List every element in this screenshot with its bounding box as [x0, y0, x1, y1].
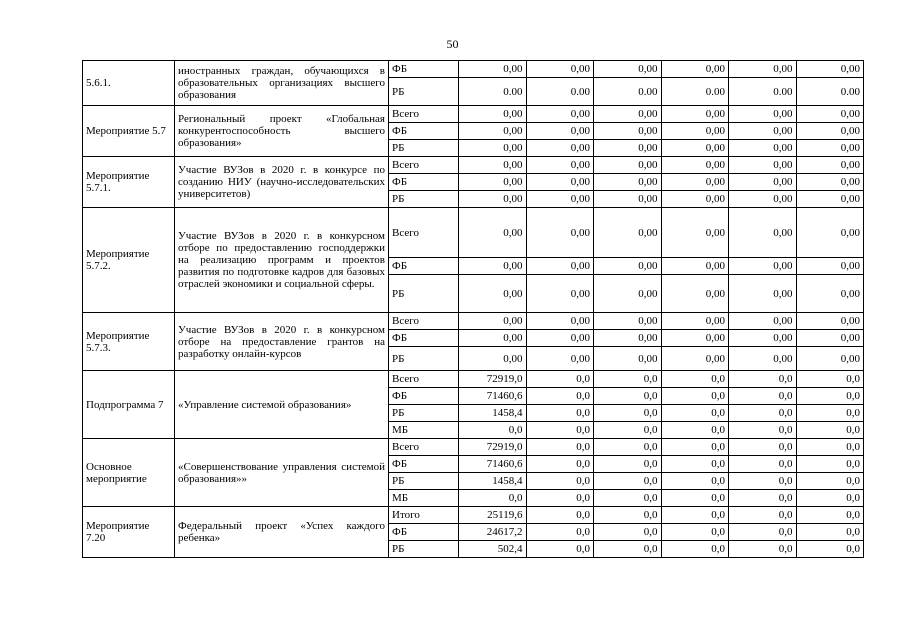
amount-cell: 0,0 — [526, 524, 594, 541]
amount-cell: 0,0 — [729, 388, 797, 405]
activity-description: Региональный проект «Глобальная конкурентоспособность высшего образования» — [175, 106, 389, 157]
amount-cell: 0,0 — [526, 388, 594, 405]
amount-cell: 0,0 — [526, 456, 594, 473]
amount-cell: 0,0 — [526, 405, 594, 422]
amount-cell: 0,0 — [796, 388, 864, 405]
amount-cell: 0,00 — [526, 191, 594, 208]
amount-cell: 1458,4 — [459, 405, 527, 422]
amount-cell: 0,00 — [594, 106, 662, 123]
amount-cell: 0,00 — [796, 191, 864, 208]
activity-code: Мероприятие 5.7 — [83, 106, 175, 157]
amount-cell: 0,00 — [796, 106, 864, 123]
amount-cell: 0,00 — [796, 174, 864, 191]
amount-cell: 25119,6 — [459, 507, 527, 524]
amount-cell: 0,00 — [729, 61, 797, 78]
table-row — [83, 439, 864, 456]
amount-cell: 0,00 — [661, 330, 729, 347]
amount-cell: 71460,6 — [459, 456, 527, 473]
amount-cell: 0,0 — [594, 456, 662, 473]
table-row — [83, 371, 864, 388]
amount-cell: 0,00 — [594, 174, 662, 191]
amount-cell: 0,00 — [526, 157, 594, 174]
amount-cell: 0,0 — [661, 507, 729, 524]
funding-source: РБ — [389, 78, 459, 106]
amount-cell: 0,00 — [526, 174, 594, 191]
funding-source: ФБ — [389, 524, 459, 541]
amount-cell: 0,00 — [661, 258, 729, 275]
amount-cell: 0,00 — [526, 275, 594, 313]
amount-cell: 0,0 — [459, 422, 527, 439]
amount-cell: 0,0 — [796, 405, 864, 422]
amount-cell: 0,0 — [594, 473, 662, 490]
page-number: 50 — [446, 37, 459, 51]
funding-source: ФБ — [389, 123, 459, 140]
amount-cell: 0,0 — [526, 473, 594, 490]
amount-cell: 0,00 — [729, 258, 797, 275]
amount-cell: 0,00 — [729, 174, 797, 191]
amount-cell: 0,0 — [594, 507, 662, 524]
amount-cell: 0,0 — [661, 490, 729, 507]
amount-cell: 0,0 — [729, 439, 797, 456]
amount-cell: 0,0 — [661, 405, 729, 422]
amount-cell: 0.00 — [526, 78, 594, 106]
amount-cell: 0,00 — [526, 313, 594, 330]
amount-cell: 0,0 — [526, 439, 594, 456]
amount-cell: 0,0 — [594, 490, 662, 507]
activity-description: Участие ВУЗов в 2020 г. в конкурсном отборе по предоставлению господдержки на реализацию программ и проектов развития по подготовке кадров для базовых отраслей экономики и социальной сферы. — [175, 208, 389, 313]
amount-cell: 0,00 — [526, 106, 594, 123]
activity-code: Мероприятие 5.7.1. — [83, 157, 175, 208]
funding-source: МБ — [389, 422, 459, 439]
amount-cell: 0,00 — [594, 61, 662, 78]
amount-cell: 0,0 — [594, 541, 662, 558]
amount-cell: 0,00 — [459, 157, 527, 174]
funding-source: ФБ — [389, 456, 459, 473]
amount-cell: 71460,6 — [459, 388, 527, 405]
amount-cell: 0,00 — [796, 258, 864, 275]
amount-cell: 0,0 — [459, 490, 527, 507]
activity-code: Мероприятие 7.20 — [83, 507, 175, 558]
amount-cell: 0,00 — [459, 330, 527, 347]
amount-cell: 502,4 — [459, 541, 527, 558]
amount-cell: 0,00 — [594, 258, 662, 275]
amount-cell: 0,00 — [526, 61, 594, 78]
amount-cell: 0,00 — [661, 174, 729, 191]
amount-cell: 0,0 — [594, 524, 662, 541]
activity-code: Мероприятие 5.7.2. — [83, 208, 175, 313]
amount-cell: 0,0 — [526, 371, 594, 388]
amount-cell: 0,0 — [526, 507, 594, 524]
amount-cell: 0,00 — [459, 191, 527, 208]
funding-source: РБ — [389, 473, 459, 490]
amount-cell: 0,00 — [661, 157, 729, 174]
amount-cell: 0,00 — [594, 330, 662, 347]
funding-source: ФБ — [389, 174, 459, 191]
amount-cell: 0,00 — [661, 313, 729, 330]
activity-description: «Управление системой образования» — [175, 371, 389, 439]
activity-code: 5.6.1. — [83, 61, 175, 106]
amount-cell: 0,00 — [729, 313, 797, 330]
amount-cell: 0,00 — [526, 330, 594, 347]
amount-cell: 0,0 — [729, 422, 797, 439]
amount-cell: 0,00 — [459, 123, 527, 140]
amount-cell: 0,00 — [459, 258, 527, 275]
amount-cell: 0,00 — [661, 208, 729, 258]
funding-source: Итого — [389, 507, 459, 524]
amount-cell: 0,0 — [594, 422, 662, 439]
amount-cell: 0,00 — [729, 157, 797, 174]
amount-cell: 0,0 — [526, 541, 594, 558]
funding-source: ФБ — [389, 388, 459, 405]
funding-source: Всего — [389, 313, 459, 330]
amount-cell: 0,00 — [459, 106, 527, 123]
amount-cell: 0,00 — [661, 106, 729, 123]
amount-cell: 0,0 — [661, 371, 729, 388]
amount-cell: 1458,4 — [459, 473, 527, 490]
amount-cell: 0,0 — [729, 405, 797, 422]
amount-cell: 0,0 — [594, 388, 662, 405]
amount-cell: 0,0 — [796, 456, 864, 473]
amount-cell: 0,00 — [729, 140, 797, 157]
amount-cell: 0,00 — [459, 313, 527, 330]
amount-cell: 0,0 — [661, 473, 729, 490]
funding-source: ФБ — [389, 61, 459, 78]
funding-source: МБ — [389, 490, 459, 507]
amount-cell: 0,0 — [729, 524, 797, 541]
amount-cell: 0,00 — [661, 275, 729, 313]
amount-cell: 0,0 — [796, 490, 864, 507]
amount-cell: 0,0 — [661, 439, 729, 456]
funding-source: РБ — [389, 275, 459, 313]
amount-cell: 0,00 — [594, 140, 662, 157]
amount-cell: 0,00 — [459, 208, 527, 258]
funding-source: РБ — [389, 347, 459, 371]
amount-cell: 0,00 — [661, 123, 729, 140]
amount-cell: 0.00 — [729, 78, 797, 106]
amount-cell: 0,0 — [661, 524, 729, 541]
amount-cell: 0,00 — [459, 61, 527, 78]
amount-cell: 0,0 — [796, 422, 864, 439]
amount-cell: 0,00 — [796, 347, 864, 371]
amount-cell: 0,00 — [729, 347, 797, 371]
funding-source: РБ — [389, 405, 459, 422]
table-row — [83, 157, 864, 174]
amount-cell: 0,00 — [796, 208, 864, 258]
amount-cell: 0,0 — [796, 541, 864, 558]
amount-cell: 0,00 — [526, 347, 594, 371]
amount-cell: 0,0 — [594, 371, 662, 388]
amount-cell: 0,0 — [594, 439, 662, 456]
amount-cell: 0,0 — [661, 422, 729, 439]
amount-cell: 0,00 — [796, 140, 864, 157]
activity-description: иностранных граждан, обучающихся в образовательных организациях высшего образования — [175, 61, 389, 106]
amount-cell: 0,0 — [729, 473, 797, 490]
amount-cell: 0,00 — [594, 313, 662, 330]
amount-cell: 0,00 — [796, 123, 864, 140]
funding-source: РБ — [389, 541, 459, 558]
amount-cell: 0,0 — [526, 490, 594, 507]
amount-cell: 0,00 — [594, 275, 662, 313]
amount-cell: 0.00 — [796, 78, 864, 106]
amount-cell: 0,00 — [594, 191, 662, 208]
amount-cell: 0,00 — [796, 275, 864, 313]
amount-cell: 0,00 — [526, 140, 594, 157]
funding-source: Всего — [389, 157, 459, 174]
funding-source: ФБ — [389, 258, 459, 275]
amount-cell: 24617,2 — [459, 524, 527, 541]
amount-cell: 0,00 — [729, 330, 797, 347]
amount-cell: 0,00 — [661, 140, 729, 157]
activity-code: Основное мероприятие — [83, 439, 175, 507]
amount-cell: 0,00 — [729, 106, 797, 123]
activity-description: Участие ВУЗов в 2020 г. в конкурсе по созданию НИУ (научно-исследовательских университетов) — [175, 157, 389, 208]
amount-cell: 0,00 — [729, 208, 797, 258]
table-row — [83, 507, 864, 524]
funding-source: Всего — [389, 106, 459, 123]
amount-cell: 0,0 — [729, 507, 797, 524]
funding-source: Всего — [389, 439, 459, 456]
amount-cell: 0,00 — [729, 275, 797, 313]
amount-cell: 0,00 — [459, 347, 527, 371]
amount-cell: 0,00 — [796, 61, 864, 78]
amount-cell: 0,0 — [796, 524, 864, 541]
amount-cell: 0,00 — [729, 191, 797, 208]
amount-cell: 0.00 — [594, 78, 662, 106]
amount-cell: 0,0 — [661, 541, 729, 558]
amount-cell: 0,00 — [459, 140, 527, 157]
amount-cell: 72919,0 — [459, 371, 527, 388]
amount-cell: 0,00 — [729, 123, 797, 140]
funding-source: РБ — [389, 191, 459, 208]
amount-cell: 0,0 — [796, 507, 864, 524]
table-row — [83, 208, 864, 258]
table-row — [83, 313, 864, 330]
amount-cell: 0,00 — [661, 347, 729, 371]
amount-cell: 0,0 — [661, 456, 729, 473]
amount-cell: 0,0 — [729, 490, 797, 507]
amount-cell: 0,00 — [796, 330, 864, 347]
funding-source: РБ — [389, 140, 459, 157]
amount-cell: 0,0 — [594, 405, 662, 422]
activity-code: Мероприятие 5.7.3. — [83, 313, 175, 371]
activity-code: Подпрограмма 7 — [83, 371, 175, 439]
amount-cell: 0,00 — [796, 157, 864, 174]
amount-cell: 0,0 — [796, 439, 864, 456]
activity-description: «Совершенствование управления системой образования»» — [175, 439, 389, 507]
amount-cell: 0,0 — [796, 473, 864, 490]
amount-cell: 0,0 — [796, 371, 864, 388]
amount-cell: 0,00 — [459, 275, 527, 313]
amount-cell: 0,0 — [526, 422, 594, 439]
amount-cell: 0,00 — [526, 208, 594, 258]
amount-cell: 0,00 — [526, 123, 594, 140]
activity-description: Федеральный проект «Успех каждого ребенка» — [175, 507, 389, 558]
amount-cell: 0,00 — [661, 191, 729, 208]
amount-cell: 0,0 — [729, 541, 797, 558]
amount-cell: 0,00 — [594, 123, 662, 140]
amount-cell: 0,00 — [594, 157, 662, 174]
amount-cell: 0,00 — [796, 313, 864, 330]
amount-cell: 0.00 — [661, 78, 729, 106]
funding-source: Всего — [389, 371, 459, 388]
activity-description: Участие ВУЗов в 2020 г. в конкурсном отборе на предоставление грантов на разработку онлайн-курсов — [175, 313, 389, 371]
budget-table — [82, 60, 864, 558]
amount-cell: 0,0 — [729, 371, 797, 388]
amount-cell: 0,0 — [729, 456, 797, 473]
amount-cell: 0,00 — [594, 208, 662, 258]
table-row — [83, 61, 864, 78]
amount-cell: 0,00 — [459, 174, 527, 191]
table-row — [83, 106, 864, 123]
amount-cell: 0,00 — [526, 258, 594, 275]
amount-cell: 72919,0 — [459, 439, 527, 456]
amount-cell: 0,00 — [594, 347, 662, 371]
amount-cell: 0.00 — [459, 78, 527, 106]
amount-cell: 0,0 — [661, 388, 729, 405]
funding-source: Всего — [389, 208, 459, 258]
funding-source: ФБ — [389, 330, 459, 347]
amount-cell: 0,00 — [661, 61, 729, 78]
